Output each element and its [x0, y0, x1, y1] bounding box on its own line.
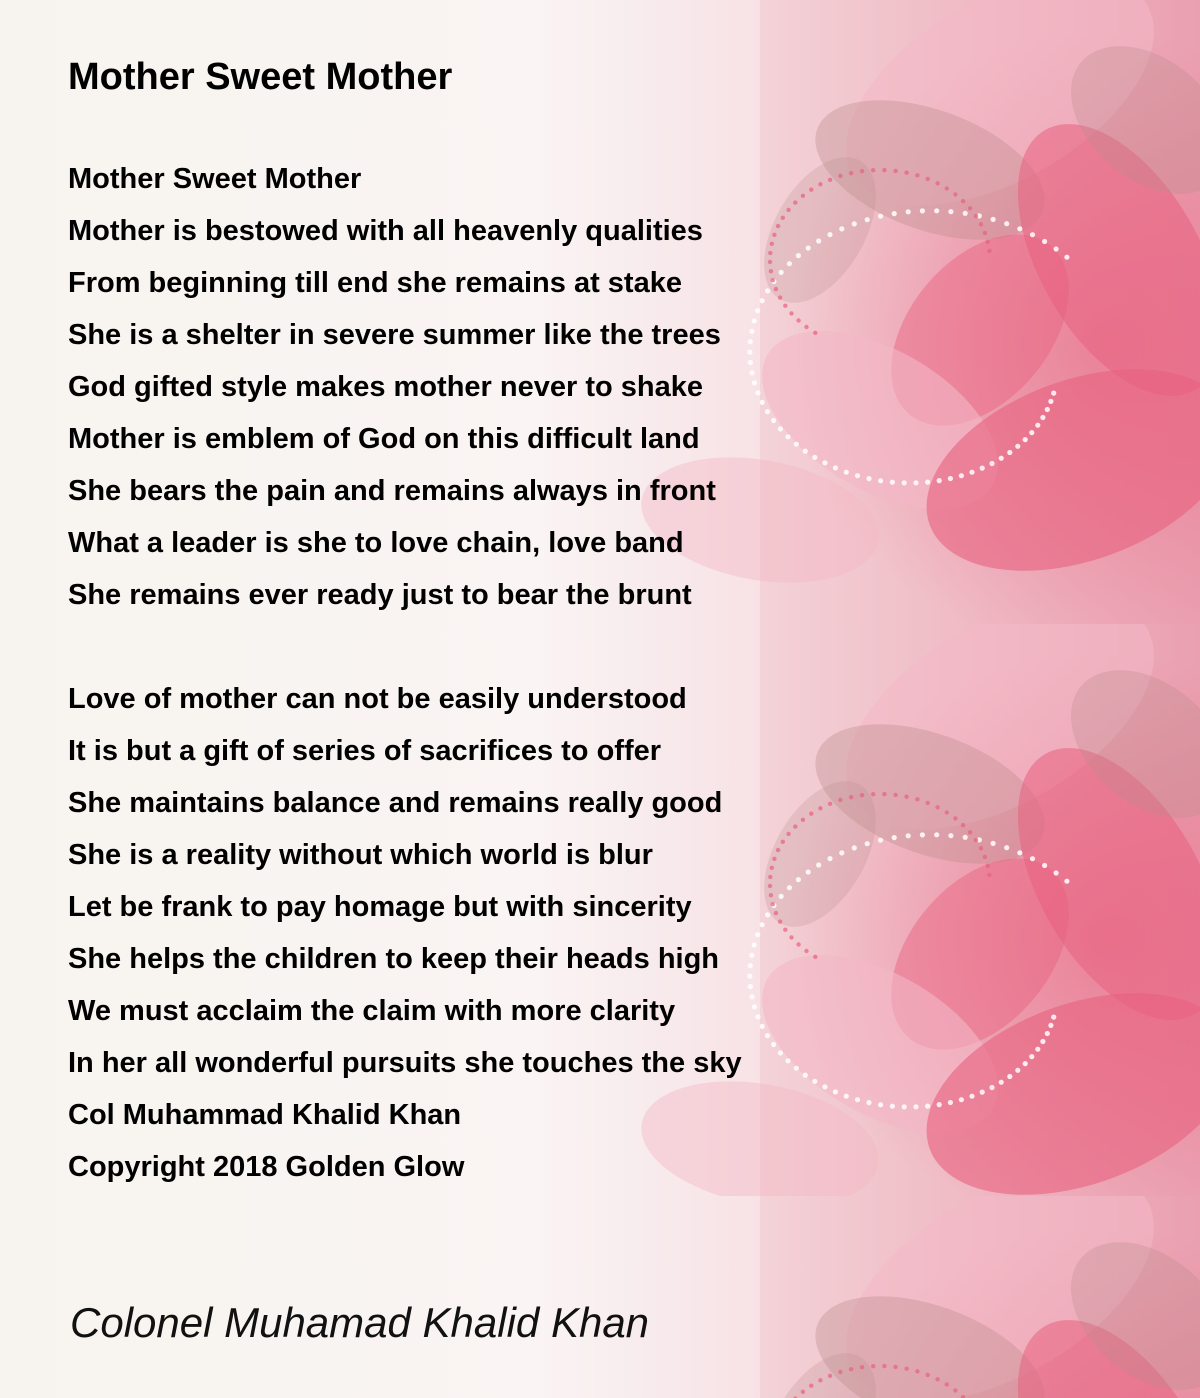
- stanza-1: [68, 153, 888, 621]
- poem-line: What a leader is she to love chain, love band: [68, 527, 684, 559]
- poem-line: Mother is bestowed with all heavenly qualities: [68, 215, 703, 247]
- poem-line: Mother is emblem of God on this difficult land: [68, 423, 700, 455]
- poem-line: She is a reality without which world is blur: [68, 839, 653, 871]
- poem-line: She helps the children to keep their heads high: [68, 943, 720, 975]
- stanza-break: [68, 621, 888, 673]
- floral-band-bottom: [0, 1196, 1200, 1398]
- poem-line: She remains ever ready just to bear the brunt: [68, 579, 692, 611]
- poem-line: She is a shelter in severe summer like the trees: [68, 319, 721, 351]
- poem-line: She maintains balance and remains really good: [68, 787, 723, 819]
- poem-body: [68, 153, 888, 1193]
- stanza-2: [68, 673, 888, 1193]
- poem-line: Mother Sweet Mother: [68, 163, 362, 195]
- poem-line: God gifted style makes mother never to shake: [68, 371, 703, 403]
- poem-line: In her all wonderful pursuits she touches the sky: [68, 1047, 742, 1079]
- poem-signature: Col Muhammad Khalid Khan: [68, 1099, 462, 1131]
- author-name: Colonel Muhamad Khalid Khan: [70, 1299, 650, 1346]
- poem-line: Let be frank to pay homage but with sincerity: [68, 891, 692, 923]
- poem-copyright: Copyright 2018 Golden Glow: [68, 1151, 465, 1183]
- poem-line: She bears the pain and remains always in front: [68, 475, 716, 507]
- poem-line: Love of mother can not be easily understood: [68, 683, 687, 715]
- poem-title: Mother Sweet Mother: [68, 56, 453, 98]
- poem-line: From beginning till end she remains at stake: [68, 267, 682, 299]
- poem-line: We must acclaim the claim with more clarity: [68, 995, 676, 1027]
- poem-line: It is but a gift of series of sacrifices to offer: [68, 735, 662, 767]
